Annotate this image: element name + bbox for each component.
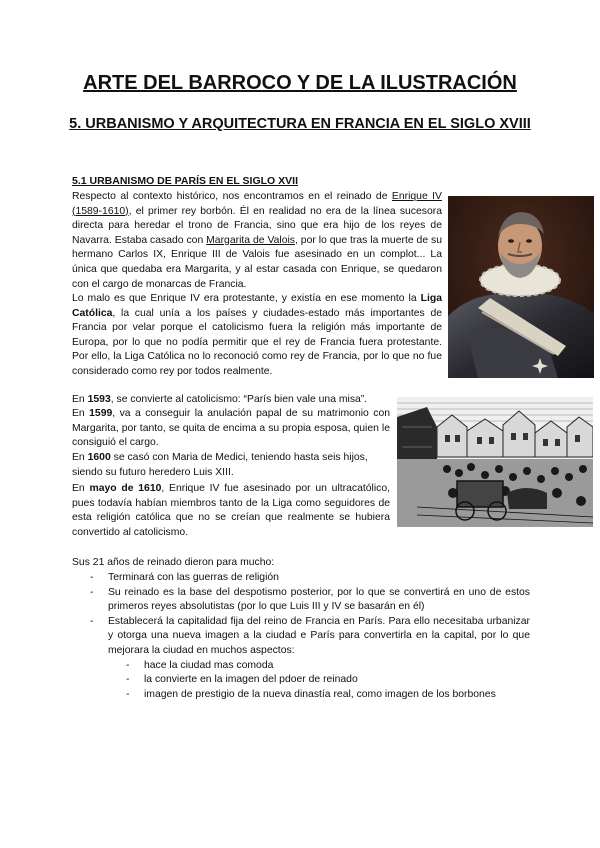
text-run: Respecto al contexto histórico, nos encontramos en el reinado de <box>72 191 392 202</box>
sub-list-item <box>126 659 530 674</box>
sub-list-item <box>126 673 530 688</box>
sub-bullet-text: la convierte en la imagen del pdoer de reinado <box>144 674 358 686</box>
text-run: se casó con Maria de Medici, teniendo hasta seis hijos, siendo su futuro heredero Luis XIII. <box>72 452 368 478</box>
paragraph-1599 <box>72 407 390 451</box>
sub-list-item <box>126 688 530 703</box>
margarita-underlined: Margarita de Valois <box>206 234 295 246</box>
list-item <box>90 615 530 703</box>
year-1599: 1599 <box>89 408 113 419</box>
paragraph-1610 <box>72 482 390 540</box>
text-run: En <box>72 408 90 419</box>
portrait-image <box>448 196 594 378</box>
text-run: , Enrique IV fue asesinado por un ultracatólico, pues todavía habían miembros tanto de la Liga como seguidores de esta religión católica que no se creían que realmente se hubiera convertido al catolicismo. <box>72 483 390 538</box>
paragraph-liga <box>72 292 442 380</box>
portrait-painting <box>448 196 594 378</box>
paragraph-reinado: Sus 21 años de reinado dieron para mucho: <box>72 557 275 568</box>
engraving-illustration <box>397 397 593 527</box>
year-1593: 1593 <box>87 394 111 405</box>
document-title: ARTE DEL BARROCO Y DE LA ILUSTRACIÓN <box>83 72 517 94</box>
section-heading: 5.1 URBANISMO DE PARÍS EN EL SIGLO XVII <box>72 175 298 187</box>
list-item <box>90 571 530 586</box>
year-1600: 1600 <box>87 452 111 463</box>
document-subtitle: 5. URBANISMO Y ARQUITECTURA EN FRANCIA EN EL SIGLO XVIII <box>69 116 531 132</box>
bullet-list <box>90 571 530 702</box>
text-run: , va a conseguir la anulación papal de su matrimonio con Margarita, por tanto, se quita de encima a su propia esposa, quien le consiguió el cargo. <box>72 408 390 449</box>
text-run: En <box>72 452 88 463</box>
bullet-text: Su reinado es la base del despotismo posterior, por lo que se convertirá en uno de estos primeros reyes absolutistas (por lo que Luis III y IV se basarán en él) <box>108 586 530 613</box>
text-run: En <box>72 483 90 494</box>
sub-bullet-text: hace la ciudad mas comoda <box>144 659 274 671</box>
text-run: , la cual unía a los países y ciudades-estado más importantes de Francia por velar porque el catolicismo fuera la religión más importante de Europa, por lo que no podía permitir que el rey de Francia fuera protestante. Por ello, la Liga Católica no lo reconoció como rey de Francia, por lo que no fue considerado como rey por todos realmente. <box>72 307 442 377</box>
paragraph-1600 <box>72 451 390 480</box>
sub-bullet-list <box>108 659 530 703</box>
sub-bullet-text: imagen de prestigio de la nueva dinastía real, como imagen de los borbones <box>144 688 496 700</box>
bullet-text: Terminará con las guerras de religión <box>108 572 279 583</box>
text-run: , el primer rey borbón. Él en realidad no era de la línea sucesora directa para heredar el trono de Francia, sino que era hijo de los reyes de Navarra. Estaba casado con <box>72 205 442 246</box>
paragraph-1593 <box>72 393 390 408</box>
text-run: Lo malo es que Enrique IV era protestante, y existía en ese momento la <box>72 293 421 304</box>
list-item <box>90 586 530 615</box>
liga-catolica-bold: Liga Católica <box>72 293 442 319</box>
paragraph-context <box>72 190 442 292</box>
bullet-text: Establecerá la capitalidad fija del reino de Francia en París. Para ello necesitaba urbanizar y otorga una nueva imagen a la ciudad e París para convertirla en la capital, por lo que mejorara la ciudad en muchos aspectos: <box>108 615 530 656</box>
enrique-iv-underlined: Enrique IV (1589-1610) <box>72 191 442 217</box>
text-run: , se convierte al catolicismo: “París bien vale una misa”. <box>110 394 368 405</box>
text-run: En <box>72 394 88 405</box>
text-run: , por lo que tras la muerte de su hermano Carlos IX, Enrique III de Valois fue asesinado en un complot... La única que quedaba era Margarita, y al estar casada con Enrique, se quedaron con el cargo de monarcas de Francia. <box>72 234 442 290</box>
engraving-image <box>397 397 593 527</box>
date-mayo-1610: mayo de 1610 <box>89 483 162 494</box>
